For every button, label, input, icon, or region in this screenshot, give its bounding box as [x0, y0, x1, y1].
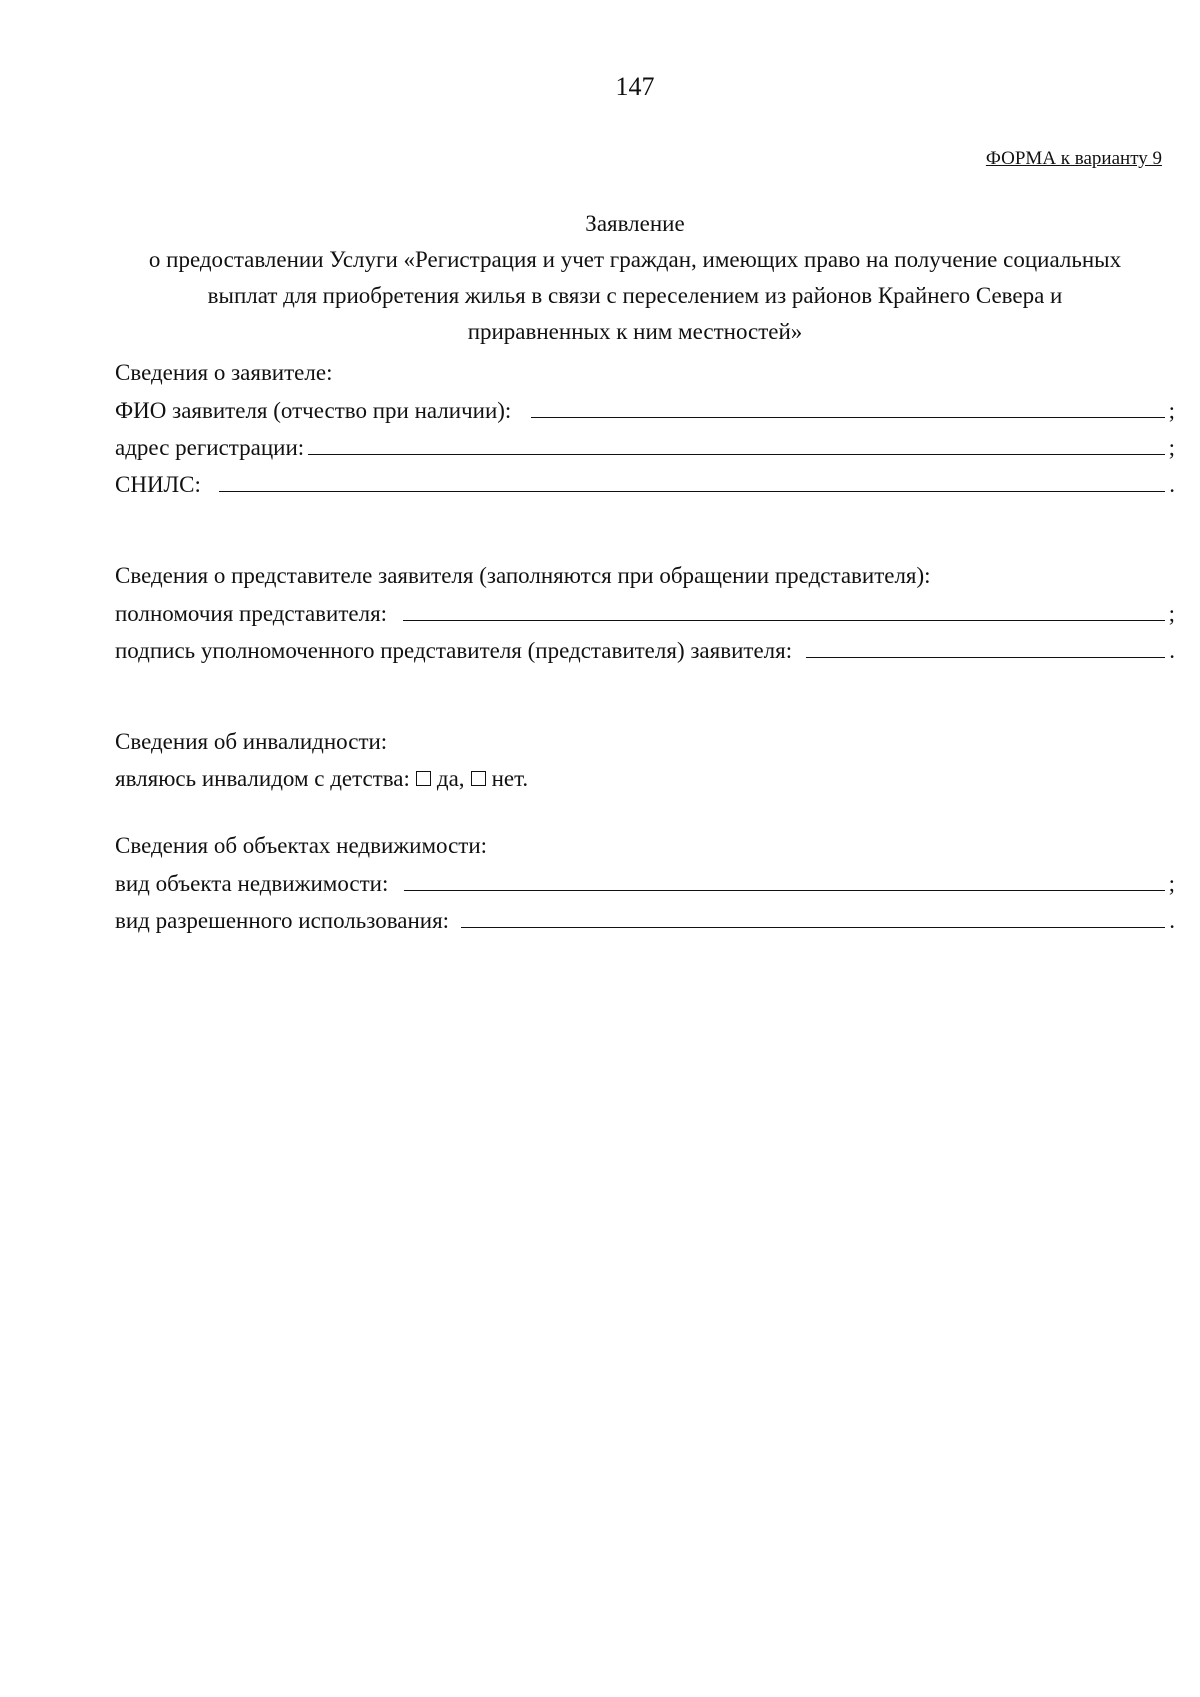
title-line: выплат для приобретения жилья в связи с переселением из районов Крайнего Севера и	[207, 283, 1063, 308]
field-end: ;	[1168, 871, 1175, 896]
applicant-name-row	[115, 391, 1175, 428]
field-label: СНИЛС:	[115, 472, 201, 497]
disability-question-row	[115, 760, 1175, 797]
registration-address-field[interactable]	[308, 428, 1164, 455]
no-checkbox[interactable]	[471, 771, 486, 786]
representative-authority-row	[115, 594, 1175, 631]
property-type-row	[115, 864, 1175, 901]
applicant-name-field[interactable]	[531, 391, 1164, 418]
field-end: .	[1169, 472, 1175, 497]
title-line: о предоставлении Услуги «Регистрация и учет граждан, имеющих право на получение социальных	[148, 247, 1122, 272]
representative-authority-field[interactable]	[403, 594, 1165, 621]
field-label: полномочия представителя:	[115, 601, 388, 626]
snils-field[interactable]	[219, 465, 1165, 492]
field-end: ;	[1168, 435, 1175, 460]
section-heading: Сведения о представителе заявителя (заполняются при обращении представителя):	[115, 563, 931, 588]
section-heading: Сведения об объектах недвижимости:	[115, 833, 488, 858]
section-heading: Сведения о заявителе:	[115, 360, 333, 385]
field-end: .	[1169, 908, 1175, 933]
field-label: ФИО заявителя (отчество при наличии):	[115, 398, 512, 423]
representative-signature-field[interactable]	[806, 631, 1165, 658]
disability-section	[115, 723, 1175, 797]
title-line: приравненных к ним местностей»	[467, 319, 803, 344]
field-label: вид объекта недвижимости:	[115, 871, 389, 896]
representative-signature-row	[115, 631, 1175, 668]
property-type-field[interactable]	[404, 864, 1164, 891]
representative-section	[115, 557, 1175, 668]
permitted-use-field[interactable]	[461, 901, 1165, 928]
document-title	[100, 206, 1170, 350]
permitted-use-row	[115, 901, 1175, 938]
section-heading: Сведения об инвалидности:	[115, 729, 388, 754]
field-end: .	[1169, 638, 1175, 663]
page-number: 147	[615, 72, 655, 101]
form-reference: ФОРМА к варианту 9	[985, 148, 1162, 169]
field-end: ;	[1168, 398, 1175, 423]
snils-row	[115, 465, 1175, 502]
field-label: подпись уполномоченного представителя (представителя) заявителя:	[115, 638, 793, 663]
no-option-label: нет.	[491, 766, 529, 791]
disability-question: являюсь инвалидом с детства:	[115, 766, 410, 791]
applicant-section	[115, 354, 1175, 502]
property-section	[115, 827, 1175, 938]
field-label: адрес регистрации:	[115, 435, 305, 460]
field-end: ;	[1168, 601, 1175, 626]
field-label: вид разрешенного использования:	[115, 908, 450, 933]
yes-option-label: да,	[436, 766, 465, 791]
title-heading: Заявление	[585, 211, 685, 236]
yes-checkbox[interactable]	[416, 771, 431, 786]
registration-address-row	[115, 428, 1175, 465]
